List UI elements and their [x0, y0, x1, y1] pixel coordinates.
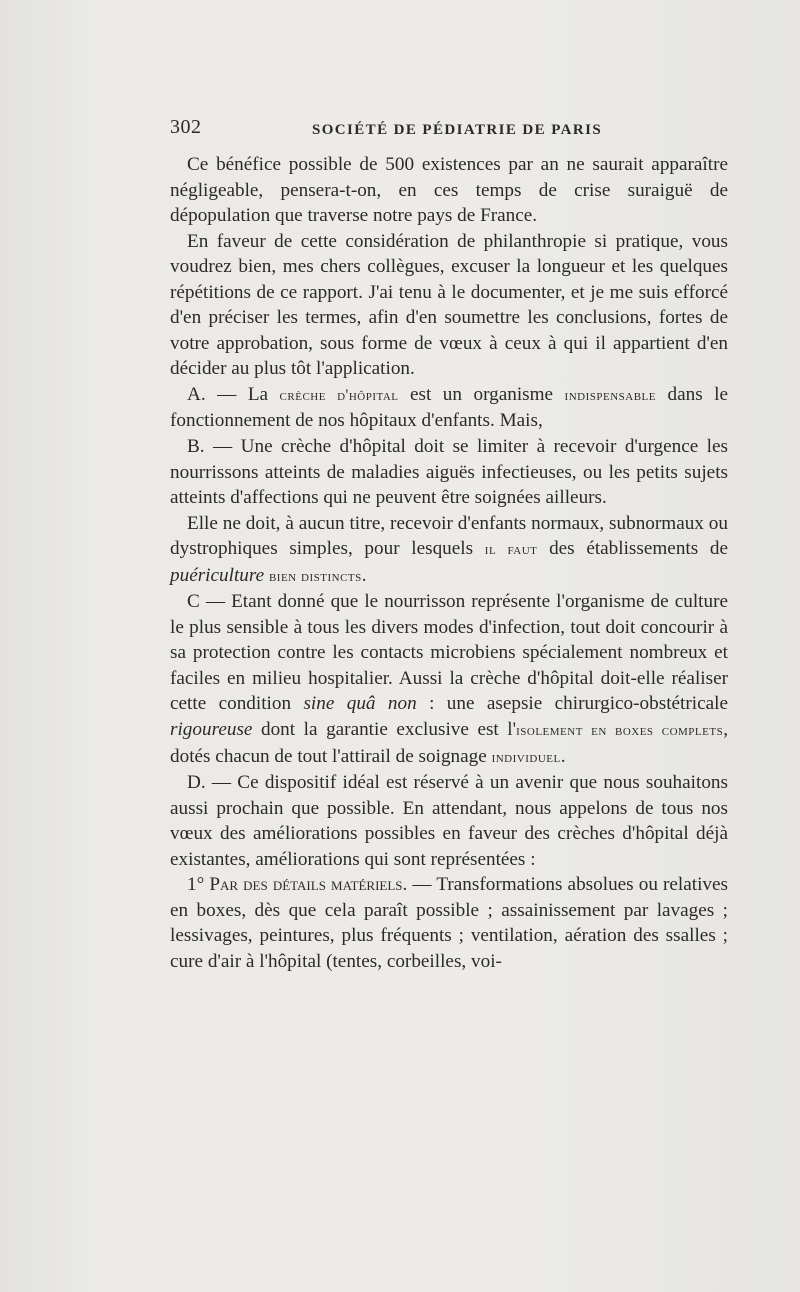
body-text	[170, 152, 728, 975]
paragraph-a-tail: dans le fonctionnement de nos hôpitaux d'enfants. Mais,	[170, 383, 728, 432]
paragraph-elle-smallcaps-2: bien distincts	[268, 567, 362, 585]
running-title: SOCIÉTÉ DE PÉDIATRIE DE PARIS	[312, 122, 603, 138]
paragraph-c-tail: .	[560, 745, 566, 767]
paragraph-a	[170, 382, 728, 434]
paragraph-c-mid: : une asepsie chirurgico-obstétricale	[416, 693, 728, 715]
paragraph-elle-lead: Elle ne doit, à aucun titre, recevoir d'enfants normaux, subnormaux ou dystrophiques simples, pour lesquels	[170, 512, 728, 560]
paragraph-elle-smallcaps-1: il faut	[484, 541, 538, 559]
paragraph-1-tail: — Transformations absolues ou relatives en boxes, dès que cela paraît possible ; assainissement par lavages ; lessivages, peintures, plus fréquents ; ventilation, aération des ssalles ; cure d'air à l'hôpital (tentes, corbeilles, voi-	[170, 874, 728, 972]
paragraph-a-smallcaps-2: indispensable	[564, 386, 656, 404]
paragraph-c	[170, 589, 728, 770]
paragraph-1-smallcaps: Par des détails matériels.	[209, 874, 408, 896]
paragraph-c-smallcaps-1: isolement en boxes complets	[516, 722, 724, 740]
paragraph-c-mid2: dont la garantie exclusive est l'	[252, 719, 517, 741]
page-number: 302	[170, 116, 202, 138]
paragraph-elle-tail: .	[361, 564, 367, 586]
paragraph-c-smallcaps-2: individuel	[491, 748, 561, 766]
paragraph-d: D. — Ce dispositif idéal est réservé à un avenir que nous souhaitons aussi prochain que possible. En attendant, nous appelons de tous nos vœux des améliorations possibles en faveur des crèches d'hôpital déjà existantes, améliorations qui sont représentées :	[170, 772, 728, 870]
paragraph-elle-mid: des établissements de	[537, 538, 729, 560]
paragraph-a-lead: A. — La	[187, 383, 280, 405]
paragraph-c-mid3: , dotés chacun de tout l'attirail de soignage	[170, 719, 728, 767]
paragraph-elle	[170, 511, 728, 590]
paragraph-benefice: Ce bénéfice possible de 500 existences par an ne saurait apparaître négligeable, pensera-t-on, en ces temps de crise suraiguë de dépopulation que traverse notre pays de France.	[170, 154, 728, 227]
paragraph-b: B. — Une crèche d'hôpital doit se limiter à recevoir d'urgence les nourrissons atteints de maladies aiguës infectieuses, ou les petits sujets atteints d'affections qui ne peuvent être soignées ailleurs.	[170, 436, 728, 509]
paragraph-1	[170, 872, 728, 974]
paragraph-c-italic-2: rigoureuse	[170, 719, 253, 741]
paragraph-elle-italic: puériculture	[170, 564, 265, 586]
paragraph-1-lead: 1°	[187, 874, 210, 896]
paragraph-philanthropie: En faveur de cette considération de philanthropie si pratique, vous voudrez bien, mes chers collègues, excuser la longueur et les quelques répétitions de ce rapport. J'ai tenu à le documenter, et je me suis efforcé d'en préciser les termes, afin d'en soumettre les conclusions, fortes de votre approbation, sous forme de vœux à ceux à qui il appartient d'en décider au plus tôt l'application.	[170, 230, 728, 380]
paragraph-c-italic-1: sine quâ non	[303, 693, 417, 715]
page-header	[170, 110, 730, 150]
paragraph-c-lead: C — Etant donné que le nourrisson représente l'organisme de culture le plus sensible à tous les divers modes d'infection, tout doit concourir à sa protection contre les contacts microbiens spécialement nombreux et faciles en milieu hospitalier. Aussi la crèche d'hôpital doit-elle réaliser cette condition	[170, 591, 728, 715]
paragraph-a-smallcaps-1: crèche d'hôpital	[279, 386, 399, 404]
paragraph-a-mid: est un organisme	[398, 383, 565, 405]
